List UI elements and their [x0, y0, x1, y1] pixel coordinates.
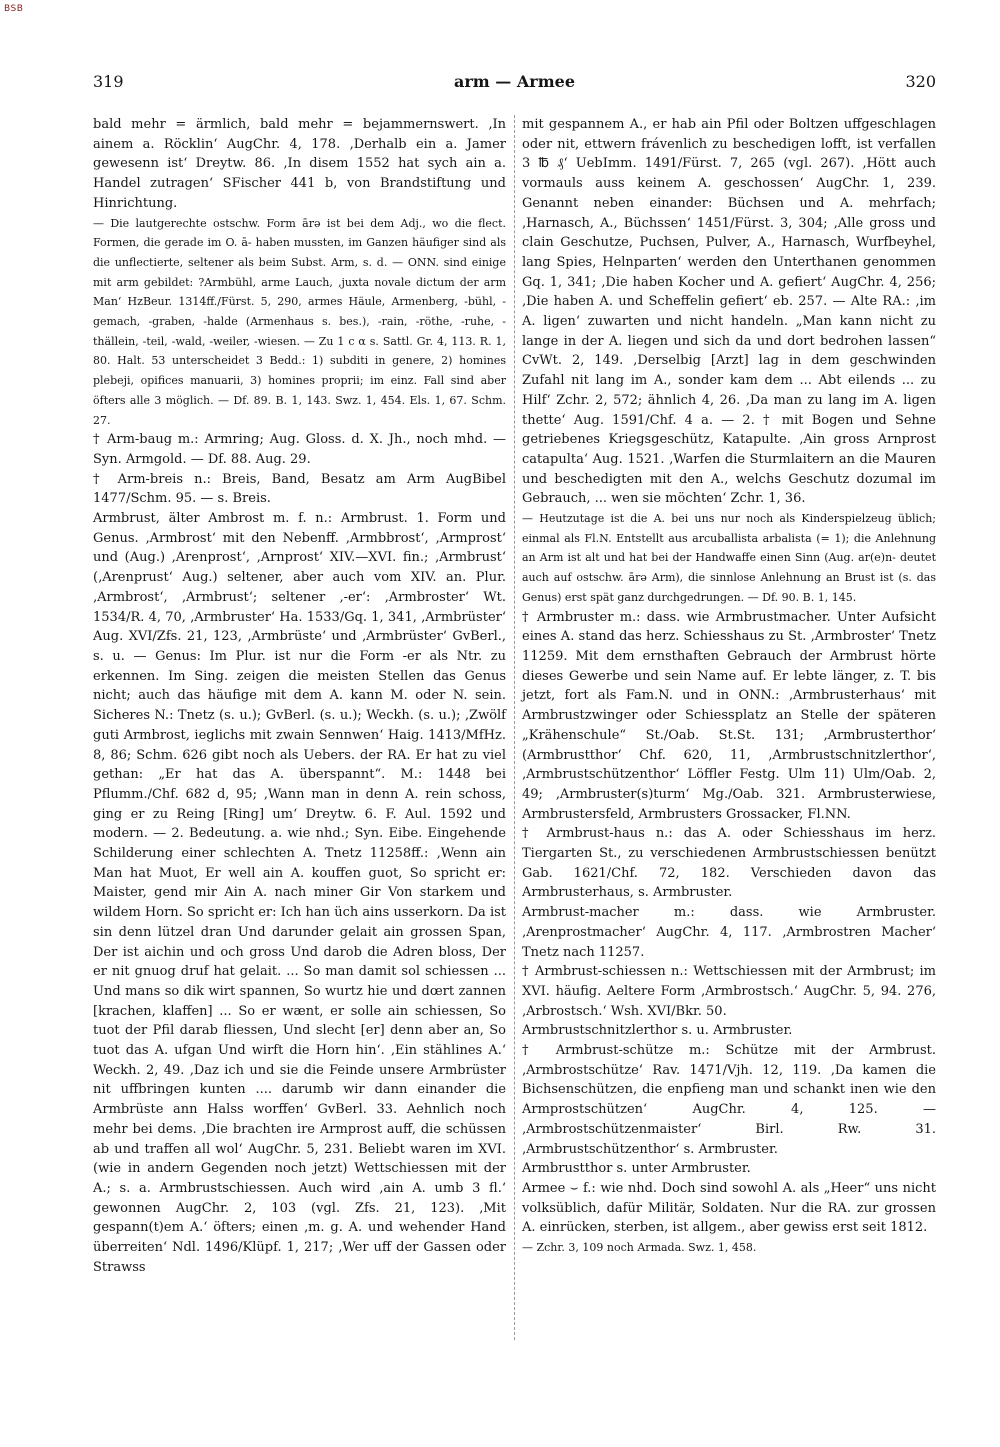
- page-header: [93, 72, 936, 94]
- entry-armbrustthor: Armbrustthor s. unter Armbruster.: [522, 1161, 751, 1177]
- right-column: [522, 115, 936, 1258]
- entry-armbrust-macher: Armbrust-macher m.: dass. wie Armbruster. ‚Arenprostmacher‘ AugChr. 4, 117. ‚Armbrostren Macher‘ Tnetz nach 11257.: [522, 905, 936, 960]
- note-arm: — Die lautgerechte ostschw. Form ārə ist bei dem Adj., wo die flect. Formen, die gerade im O. ā- haben mussten, im Ganzen häufiger sind als die unflectierte, seltener als beim Subst. Arm, s. d. — ONN. sind einige mit arm gebildet: ?Armbühl, arme Lauch, ‚juxta novale dictum der arm Man‘ HzBeur. 1314ff./Fürst. 5, 290, armes Häule, Armenberg, -bühl, -gemach, -graben, -halde (Armenhaus s. bes.), -rain, -röthe, -ruhe, -thällein, -teil, -wald, -weiler, -wiesen. — Zu 1 c α s. Sattl. Gr. 4, 113. R. 1, 80. Halt. 53 unterscheidet 3 Bedd.: 1) subditi in genere, 2) homines plebeji, opifices manuarii, 3) homines proprii; im einz. Fall sind aber öfters alle 3 möglich. — Df. 89. B. 1, 143. Swz. 1, 454. Els. 1, 67. Schm. 27.: [93, 216, 506, 427]
- entry-armbrust-continued: mit gespannem A., er hab ain Pfil oder Boltzen uffgeschlagen oder nit, ettwern frávenlich zu beschedigen lofft, ist verfallen 3 ℔ ₰‘ UebImm. 1491/Fürst. 7, 265 (vgl. 267). ‚Hött auch vormauls auss keinem A. geschossen‘ AugChr. 1, 239. Genannt neben einander: Büchsen und A. mehrfach; ‚Harnasch, A., Büchssen‘ 1451/Fürst. 3, 304; ‚Alle gross und clain Geschutze, Puchsen, Pulver, A., Harnasch, Wurfbeyhel, lang Spies, Helnparten‘ werden den Unterthanen genommen Gq. 1, 341; ‚Die haben Kocher und A. gefiert‘ AugChr. 4, 256; ‚Die haben A. und Scheffelin gefiert‘ eb. 257. — Alte RA.: ‚im A. ligen‘ zuwarten und nicht handeln. „Man kann nicht zu lange in der A. liegen und sich da und dort bedrohen lassen“ CvWt. 2, 149. ‚Derselbig [Arzt] lag in dem geschwinden Zufahl nit lang im A., sonder kam dem ... Abt eilends ... zu Hilf‘ Zchr. 2, 572; ähnlich 4, 26. ‚Da man zu lang im A. ligen thette‘ Aug. 1591/Chf. 4 a. — 2. † mit Bogen und Sehne getriebenes Kriegsgeschütz, Katapulte. ‚Ain gross Arnprost catapulta‘ Aug. 1521. ‚Warfen die Sturmlaitern an die Mauren und beschedigten mit den A., welchs Geschutz dozumal im Gebrauch, ... wen sie möchten‘ Zchr. 1, 36.: [522, 117, 936, 507]
- library-stamp: BSB: [4, 4, 24, 14]
- note-armbrust: — Heutzutage ist die A. bei uns nur noch als Kinderspielzeug üblich; einmal als Fl.N. Entstellt aus arcuballista arbalista (= 1); die Anlehnung an Arm ist alt und hat bei der Handwaffe einen Sinn (Aug. ar(e)n- deutet auch auf ostschw. ārə Arm), die sinnlose Anlehnung an Brust ist (s. das Genus) erst spät ganz durchgedrungen. — Df. 90. B. 1, 145.: [522, 512, 936, 604]
- entry-armbrust-schuetze: † Armbrust-schütze m.: Schütze mit der Armbrust. ‚Armbrostschütze‘ Rav. 1471/Vjh. 12, 119. ‚Da kamen die Bichsenschützen, die enpfieng man und schankt inen wie den Armprostschützen‘ AugChr. 4, 125. — ‚Armbrostschützenmaister‘ Birl. Rw. 31. ‚Armbrustschützenthor‘ s. Armbruster.: [522, 1043, 936, 1157]
- column-divider: [514, 115, 515, 1340]
- running-title: arm — Armee: [454, 72, 575, 91]
- entry-arm-continued: bald mehr = ärmlich, bald mehr = bejammernswert. ‚In ainem a. Röcklin‘ AugChr. 4, 178. ‚Derhalb ein a. Jamer gewesenn ist‘ Dreytw. 86. ‚In disem 1552 hat sych ain a. Handel zutragen‘ SFischer 441 b, von Brandstiftung und Hinrichtung.: [93, 117, 506, 211]
- left-page-number: 319: [93, 72, 124, 91]
- entry-armbrust-haus: † Armbrust-haus n.: das A. oder Schiesshaus im herz. Tiergarten St., zu verschiedenen Armbrustschiessen benützt Gab. 1621/Chf. 72, 182. Verschieden davon das Armbrusterhaus, s. Armbruster.: [522, 826, 936, 901]
- right-page-number: 320: [905, 72, 936, 91]
- entry-armee: Armee ⌣ f.: wie nhd. Doch sind sowohl A. als „Heer“ uns nicht volksüblich, dafür Militär, Soldaten. Nur die RA. zur grossen A. einrücken, sterben, ist allgem., aber gewiss erst seit 1812.: [522, 1180, 936, 1236]
- entry-arm-baug: † Arm-baug m.: Armring; Aug. Gloss. d. X. Jh., noch mhd. — Syn. Armgold. — Df. 88. Aug. 29.: [93, 432, 506, 467]
- entry-arm-breis: † Arm-breis n.: Breis, Band, Besatz am Arm AugBibel 1477/Schm. 95. — s. Breis.: [93, 471, 506, 507]
- entry-armbruster: † Armbruster m.: dass. wie Armbrustmacher. Unter Aufsicht eines A. stand das herz. Schiesshaus zu St. ‚Armbroster‘ Tnetz 11259. Mit dem ernsthaften Gebrauch der Armbrust hörte dieses Gewerbe und sein Name auf. Er lebte länger, z. T. bis jetzt, fort als Fam.N. und in ONN.: ‚Armbrusterhaus‘ mit Armbrustzwinger oder Schiessplatz an Stelle der späteren „Krähenschule“ St./Oab. St.St. 131; ‚Armbrusterthor‘ (Armbrustthor‘ Chf. 620, 11, ‚Armbrustschnitzlerthor‘, ‚Armbrustschützenthor‘ Löffler Festg. Ulm 11) Ulm/Oab. 2, 49; ‚Armbruster(s)turm‘ Mg./Oab. 321. Armbrusterwiese, Armbrustersfeld, Armbrusters Grossacker, Fl.NN.: [522, 609, 936, 822]
- entry-armbrust: Armbrust, älter Ambrost m. f. n.: Armbrust. 1. Form und Genus. ‚Armbrost‘ mit den Nebenff. ‚Armbbrost‘, ‚Armprost‘ und (Aug.) ‚Arenprost‘, ‚Arnprost‘ XIV.—XVI. fin.; ‚Armbrust‘ (‚Arenprust‘ Aug.) seltener, aber auch vom XIV. an. Plur. ‚Armbrost‘, ‚Armbrust‘; seltener ‚-er‘: ‚Armbroster‘ Wt. 1534/R. 4, 70, ‚Armbruster‘ Ha. 1533/Gq. 1, 341, ‚Armbrüster‘ Aug. XVI/Zfs. 21, 123, ‚Armbrüste‘ und ‚Armbrüster‘ GvBerl., s. u. — Genus: Im Plur. ist nur die Form -er als Ntr. zu erkennen. Im Sing. zeigen die meisten Stellen das Genus nicht; auch das häufige mit dem A. kann M. oder N. sein. Sicheres N.: Tnetz (s. u.); GvBerl. (s. u.); Weckh. (s. u.); ‚Zwölf guti Armbrost, ieglichs mit zwain Sennwen‘ Haig. 1413/MfHz. 8, 86; Schm. 626 gibt noch als Uebers. der RA. Er hat zu viel gethan: „Er hat das A. überspannt“. M.: 1448 bei Pflumm./Chf. 682 d, 95; ‚Wann man in denn A. rein schoss, ging er zu Reing [Ring] um‘ Dreytw. 6. F. Aul. 1592 und modern. — 2. Bedeutung. a. wie nhd.; Syn. Eibe. Eingehende Schilderung einer schlechten A. Tnetz 11258ff.: ‚Wenn ain Man hat Muot, Er well ain A. kouffen guot, So spricht er: Maister, gend mir Ain A. nach miner Gir Von starkem und wildem Horn. So spricht er: Ich han üch ains usserkorn. Da ist sin denn lützel dran Und darunder gelait ain grossen Span, Der ist aichin und och gross Und darob die Adren bloss, Der er nit gnuog druf hat gelait. ... So man damit sol schiessen ... Und mans so dik wirt spannen, So wurtz hie und dœrt zannen [krachen, klaffen] ... So er wænt, er solle ain schiessen, So tuot der Pfil darab fliessen, Und slecht [er] denn aber an, So tuot das A. ufgan Und wirft die Horn hin‘. ‚Ein stählines A.‘ Weckh. 2, 49. ‚Daz ich und sie die Feinde unsere Armbrüster nit uffbringen kunten .... darumb wir dann einander die Armbrüste ann Halss worffen‘ GvBerl. 33. Aehnlich noch mehr bei dems. ‚Die brachten ire Armprost auff, die schüssen ab und traffen all wol‘ AugChr. 5, 231. Beliebt waren im XVI. (wie in andern Gegenden noch jetzt) Wettschiessen mit der A.; s. a. Armbrustschiessen. Auch wird ‚ain A. umb 3 fl.‘ gewonnen AugChr. 2, 103 (vgl. Zfs. 21, 123). ‚Mit gespann(t)em A.‘ öfters; einen ‚m. g. A. und wehender Hand überreiten‘ Ndl. 1496/Klüpf. 1, 217; ‚Wer uff der Gassen oder Strawss: [93, 511, 506, 1275]
- note-armee: — Zchr. 3, 109 noch Armada. Swz. 1, 458.: [522, 1241, 757, 1255]
- entry-armbrustschnitzlerthor: Armbrustschnitzlerthor s. u. Armbruster.: [522, 1023, 793, 1039]
- left-column: [93, 115, 506, 1277]
- entry-armbrust-schiessen: † Armbrust-schiessen n.: Wettschiessen mit der Armbrust; im XVI. häufig. Aeltere Form ‚Armbrostsch.‘ AugChr. 5, 94. 276, ‚Arbrostsch.‘ Wsh. XVI/Bkr. 50.: [522, 964, 936, 1019]
